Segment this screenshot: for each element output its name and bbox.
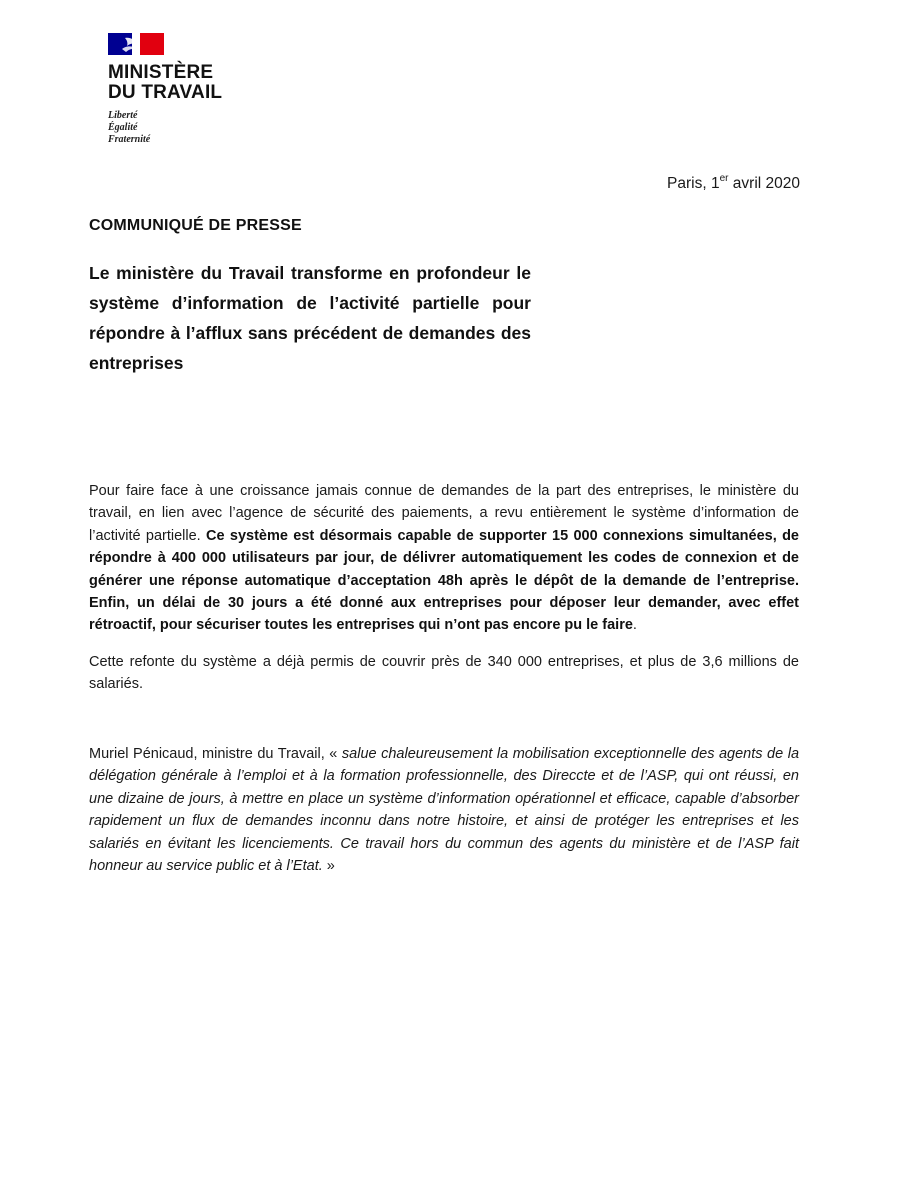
date-prefix: Paris, 1 <box>667 175 720 193</box>
logo-title <box>108 63 258 103</box>
minister-quote: salue chaleureusement la mobilisation exceptionnelle des agents de la délégation générale à l’emploi et à la formation professionnelle, des Direccte et de l’ASP, qui ont réussi, en une dizaine de jours, à mettre en place un système d’information opérationnel et efficace, capable d’absorber rapidement un flux de demandes inconnu dans notre histoire, et ainsi de protéger les entreprises et les salariés en évitant les licenciements. Ce travail hors du commun des agents du ministère et de l’ASP fait honneur au service public et à l’Etat. <box>89 746 800 875</box>
motto-egalite: Égalité <box>108 122 138 133</box>
motto-liberte: Liberté <box>108 110 138 121</box>
quote-close: » <box>322 858 335 875</box>
body-paragraph-2: Cette refonte du système a déjà permis de couvrir près de 340 000 entreprises, et plus de 3,6 millions de salariés. <box>89 654 799 693</box>
date-suffix: avril 2020 <box>728 175 800 193</box>
logo-title-line1: MINISTÈRE <box>108 62 214 83</box>
paragraph-1-text: Pour faire face à une croissance jamais connue de demandes de la part des entreprises, le ministère du travail, en lien avec l’agence de sécurité des paiements, a revu entièrement le système d’information de l’activité partielle. <box>89 483 799 544</box>
body-paragraph-1 <box>89 480 799 637</box>
quote-intro: Muriel Pénicaud, ministre du Travail, « <box>89 746 342 762</box>
minister-quote-paragraph <box>89 743 799 877</box>
document-type-heading: COMMUNIQUÉ DE PRESSE <box>89 217 302 234</box>
press-release-date <box>667 174 800 193</box>
press-release-headline: Le ministère du Travail transforme en profondeur le système d’information de l’activité partielle pour répondre à l’afflux sans précédent de demandes des entreprises <box>89 263 531 373</box>
marianne-flag-icon <box>108 33 164 55</box>
ministry-logo <box>108 33 258 146</box>
paragraph-1-bold-text: Ce système est désormais capable de supporter 15 000 connexions simultanées, de répondre à 400 000 utilisateurs par jour, de délivrer automatiquement les codes de connexion et de générer une réponse automatique d’acceptation 48h après le dépôt de la demande de l’entreprise. Enfin, un délai de 30 jours a été donné aux entreprises pour déposer leur demander, avec effet rétroactif, pour sécuriser toutes les entreprises qui n’ont pas encore pu le faire <box>89 527 799 634</box>
paragraph-1-end: . <box>632 617 637 634</box>
logo-title-line2: DU TRAVAIL <box>108 82 223 103</box>
republic-motto <box>108 110 258 146</box>
date-superscript: er <box>719 173 729 184</box>
motto-fraternite: Fraternité <box>108 134 151 145</box>
